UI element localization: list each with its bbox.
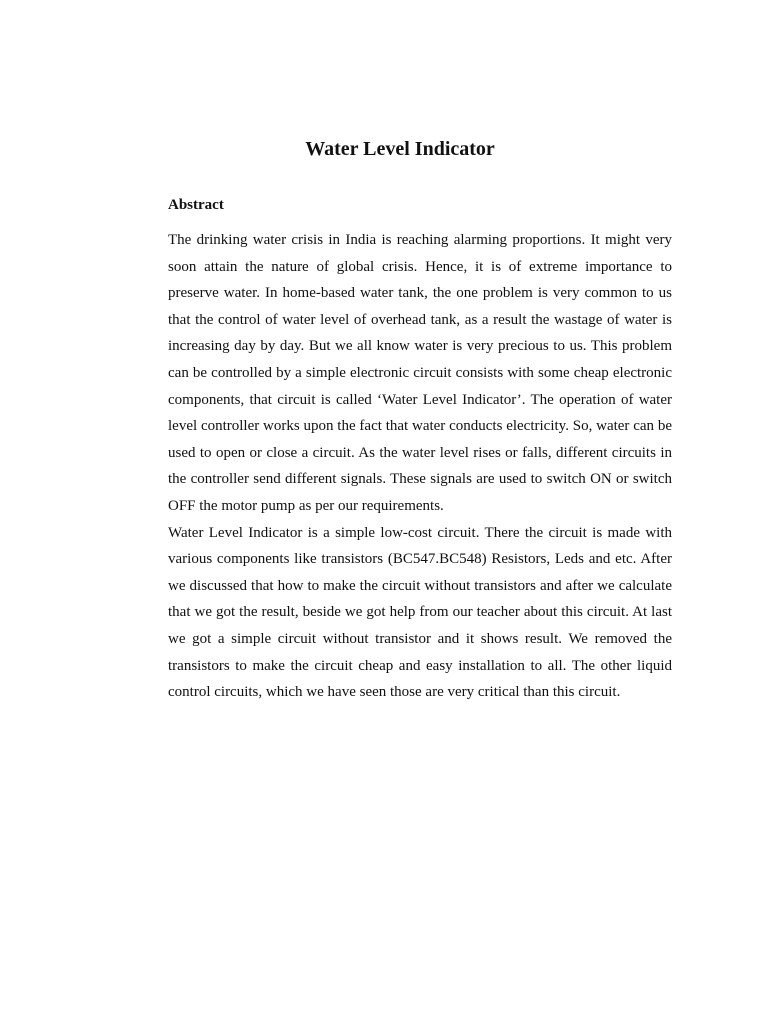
document-title: Water Level Indicator bbox=[305, 138, 495, 160]
abstract-paragraph-2: Water Level Indicator is a simple low-cost circuit. There the circuit is made with various components like transistors (BC547.BC548) Resistors, Leds and etc. After we discussed that how to make the circuit without transistors and after we calculate that we got the result, beside we got help from our teacher about this circuit. At last we got a simple circuit without transistor and it shows result. We removed the transistors to make the circuit cheap and easy installation to all. The other liquid control circuits, which we have seen those are very critical than this circuit. bbox=[168, 524, 672, 701]
section-heading: Abstract bbox=[168, 197, 224, 213]
abstract-body bbox=[168, 227, 672, 706]
abstract-paragraph-1: The drinking water crisis in India is reaching alarming proportions. It might very soon attain the nature of global crisis. Hence, it is of extreme importance to preserve water. In home-based water tank, the one problem is very common to us that the control of water level of overhead tank, as a result the wastage of water is increasing day by day. But we all know water is very precious to us. This problem can be controlled by a simple electronic circuit consists with some cheap electronic components, that circuit is called ‘Water Level Indicator’. The operation of water level controller works upon the fact that water conducts electricity. So, water can be used to open or close a circuit. As the water level rises or falls, different circuits in the controller send different signals. These signals are used to switch ON or switch OFF the motor pump as per our requirements. bbox=[168, 232, 672, 514]
